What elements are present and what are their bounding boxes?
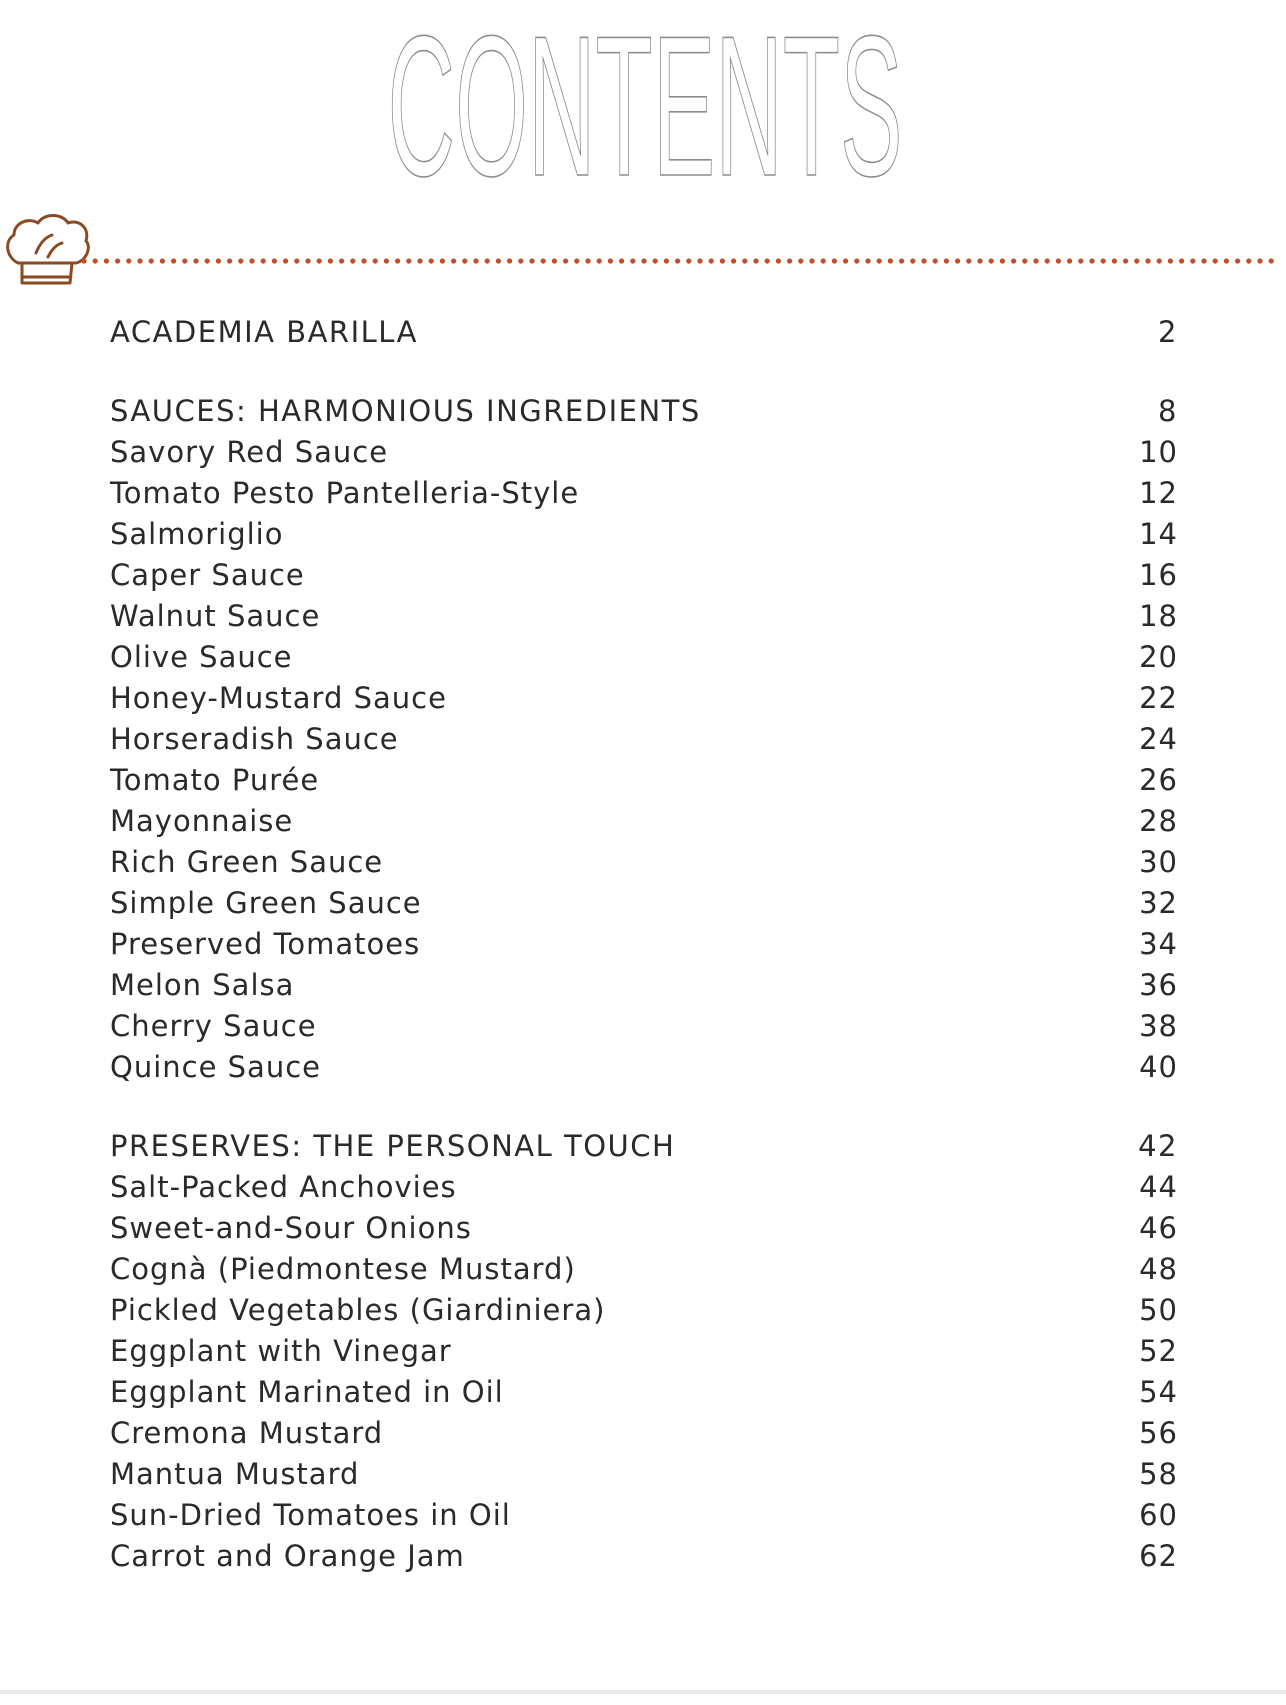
dot xyxy=(541,258,546,263)
entry-title: Eggplant with Vinegar xyxy=(110,1334,452,1368)
table-of-contents xyxy=(110,312,1178,1615)
entry-page: 24 xyxy=(1139,722,1178,756)
dot xyxy=(406,258,411,263)
dot xyxy=(720,258,725,263)
toc-entry[interactable] xyxy=(110,1536,1178,1577)
entry-title: Carrot and Orange Jam xyxy=(110,1539,465,1573)
entry-title: Savory Red Sauce xyxy=(110,435,389,469)
entry-page: 48 xyxy=(1139,1252,1178,1286)
entry-page: 62 xyxy=(1139,1539,1178,1573)
toc-entry[interactable] xyxy=(110,1167,1178,1208)
dot xyxy=(1201,258,1206,263)
dot xyxy=(339,258,344,263)
dot xyxy=(104,258,109,263)
dot xyxy=(731,258,736,263)
dot xyxy=(440,258,445,263)
toc-entry[interactable] xyxy=(110,1006,1178,1047)
dot xyxy=(608,258,613,263)
dot xyxy=(865,258,870,263)
dot xyxy=(787,258,792,263)
toc-entry[interactable] xyxy=(110,1331,1178,1372)
dot xyxy=(1134,258,1139,263)
entry-title: Mayonnaise xyxy=(110,804,294,838)
dot xyxy=(1078,258,1083,263)
dot xyxy=(1190,258,1195,263)
entry-page: 46 xyxy=(1139,1211,1178,1245)
entry-page: 16 xyxy=(1139,558,1178,592)
toc-entry[interactable] xyxy=(110,719,1178,760)
dot xyxy=(294,258,299,263)
dot xyxy=(765,258,770,263)
dot xyxy=(182,258,187,263)
entry-title: Eggplant Marinated in Oil xyxy=(110,1375,504,1409)
dot xyxy=(485,258,490,263)
entry-title: Caper Sauce xyxy=(110,558,305,592)
entry-page: 44 xyxy=(1139,1170,1178,1204)
dot xyxy=(910,258,915,263)
toc-entry[interactable] xyxy=(110,801,1178,842)
toc-entry[interactable] xyxy=(110,883,1178,924)
entry-title: Preserved Tomatoes xyxy=(110,927,421,961)
dot xyxy=(877,258,882,263)
dot xyxy=(630,258,635,263)
entry-title: Cognà (Piedmontese Mustard) xyxy=(110,1252,576,1286)
dot xyxy=(1213,258,1218,263)
toc-entry[interactable] xyxy=(110,924,1178,965)
dot xyxy=(574,258,579,263)
dot xyxy=(697,258,702,263)
dot xyxy=(798,258,803,263)
dot xyxy=(1101,258,1106,263)
toc-entry[interactable] xyxy=(110,1413,1178,1454)
dot xyxy=(249,258,254,263)
dot xyxy=(1123,258,1128,263)
toc-entry[interactable] xyxy=(110,1454,1178,1495)
toc-entry[interactable] xyxy=(110,637,1178,678)
dot xyxy=(753,258,758,263)
dot xyxy=(272,258,277,263)
toc-entry[interactable] xyxy=(110,1290,1178,1331)
dot xyxy=(843,258,848,263)
dot xyxy=(417,258,422,263)
dot xyxy=(1157,258,1162,263)
entry-page: 8 xyxy=(1158,394,1178,428)
dot xyxy=(261,258,266,263)
entry-title: SAUCES: HARMONIOUS INGREDIENTS xyxy=(110,394,701,428)
dot xyxy=(686,258,691,263)
dot xyxy=(395,258,400,263)
toc-entry[interactable] xyxy=(110,1249,1178,1290)
entry-page: 26 xyxy=(1139,763,1178,797)
entry-page: 32 xyxy=(1139,886,1178,920)
chef-hat-divider xyxy=(0,205,1286,295)
entry-title: Sweet-and-Sour Onions xyxy=(110,1211,472,1245)
toc-section-heading[interactable] xyxy=(110,391,1178,432)
page-edge-rule xyxy=(0,1690,1286,1694)
dot xyxy=(462,258,467,263)
dot xyxy=(1045,258,1050,263)
entry-page: 52 xyxy=(1139,1334,1178,1368)
toc-section xyxy=(110,1126,1178,1577)
dot xyxy=(809,258,814,263)
entry-title: Melon Salsa xyxy=(110,968,295,1002)
entry-page: 36 xyxy=(1139,968,1178,1002)
toc-entry[interactable] xyxy=(110,1495,1178,1536)
dot xyxy=(328,258,333,263)
dot xyxy=(641,258,646,263)
dot xyxy=(619,258,624,263)
entry-page: 2 xyxy=(1158,315,1178,349)
entry-title: PRESERVES: THE PERSONAL TOUCH xyxy=(110,1129,676,1163)
dot xyxy=(552,258,557,263)
entry-title: ACADEMIA BARILLA xyxy=(110,315,418,349)
dot xyxy=(1000,258,1005,263)
entry-page: 42 xyxy=(1138,1129,1178,1163)
entry-page: 56 xyxy=(1139,1416,1178,1450)
toc-entry[interactable] xyxy=(110,842,1178,883)
dot xyxy=(597,258,602,263)
dot xyxy=(227,258,232,263)
dot xyxy=(653,258,658,263)
entry-title: Cherry Sauce xyxy=(110,1009,317,1043)
dotted-rule xyxy=(81,258,1273,263)
dot xyxy=(899,258,904,263)
dot xyxy=(1235,258,1240,263)
entry-page: 10 xyxy=(1139,435,1178,469)
entry-title: Salmoriglio xyxy=(110,517,284,551)
dot xyxy=(350,258,355,263)
dot xyxy=(1246,258,1251,263)
dot xyxy=(496,258,501,263)
entry-title: Walnut Sauce xyxy=(110,599,321,633)
entry-title: Cremona Mustard xyxy=(110,1416,384,1450)
dot xyxy=(193,258,198,263)
dot xyxy=(1033,258,1038,263)
dot xyxy=(675,258,680,263)
dot xyxy=(238,258,243,263)
entry-page: 60 xyxy=(1139,1498,1178,1532)
dot xyxy=(149,258,154,263)
toc-section xyxy=(110,312,1178,353)
toc-entry[interactable] xyxy=(110,473,1178,514)
dot xyxy=(563,258,568,263)
chef-hat-icon xyxy=(8,216,89,284)
entry-page: 34 xyxy=(1139,927,1178,961)
entry-title: Olive Sauce xyxy=(110,640,293,674)
dot xyxy=(305,258,310,263)
dot xyxy=(451,258,456,263)
dot xyxy=(115,258,120,263)
entry-page: 22 xyxy=(1139,681,1178,715)
dot xyxy=(832,258,837,263)
dot xyxy=(1056,258,1061,263)
dot xyxy=(361,258,366,263)
dot xyxy=(977,258,982,263)
dot xyxy=(171,258,176,263)
dot xyxy=(529,258,534,263)
toc-entry[interactable] xyxy=(110,965,1178,1006)
dot xyxy=(160,258,165,263)
toc-entry[interactable] xyxy=(110,555,1178,596)
entry-page: 30 xyxy=(1139,845,1178,879)
entry-title: Quince Sauce xyxy=(110,1050,321,1084)
dot xyxy=(1257,258,1262,263)
dot xyxy=(1224,258,1229,263)
toc-entry[interactable] xyxy=(110,1372,1178,1413)
toc-entry[interactable] xyxy=(110,596,1178,637)
entry-title: Simple Green Sauce xyxy=(110,886,422,920)
entry-title: Sun-Dried Tomatoes in Oil xyxy=(110,1498,511,1532)
dot xyxy=(1022,258,1027,263)
dot xyxy=(283,258,288,263)
dot xyxy=(742,258,747,263)
dot xyxy=(821,258,826,263)
toc-entry[interactable] xyxy=(110,1047,1178,1088)
dot xyxy=(1089,258,1094,263)
dot xyxy=(989,258,994,263)
dot xyxy=(854,258,859,263)
dot xyxy=(1269,258,1274,263)
entry-page: 58 xyxy=(1139,1457,1178,1491)
dot xyxy=(384,258,389,263)
entry-page: 18 xyxy=(1139,599,1178,633)
dot xyxy=(1145,258,1150,263)
dot xyxy=(966,258,971,263)
toc-entry[interactable] xyxy=(110,760,1178,801)
entry-title: Salt-Packed Anchovies xyxy=(110,1170,457,1204)
entry-page: 20 xyxy=(1139,640,1178,674)
dot xyxy=(921,258,926,263)
dot xyxy=(888,258,893,263)
toc-entry[interactable] xyxy=(110,514,1178,555)
toc-entry[interactable] xyxy=(110,432,1178,473)
entry-title: Mantua Mustard xyxy=(110,1457,360,1491)
entry-title: Rich Green Sauce xyxy=(110,845,384,879)
toc-section-heading[interactable] xyxy=(110,1126,1178,1167)
dot xyxy=(373,258,378,263)
entry-title: Horseradish Sauce xyxy=(110,722,399,756)
entry-page: 28 xyxy=(1139,804,1178,838)
dot xyxy=(473,258,478,263)
entry-title: Pickled Vegetables (Giardiniera) xyxy=(110,1293,606,1327)
dot xyxy=(93,258,98,263)
dot xyxy=(585,258,590,263)
entry-title: Tomato Pesto Pantelleria-Style xyxy=(110,476,580,510)
dot xyxy=(137,258,142,263)
entry-title: Tomato Purée xyxy=(110,763,320,797)
dot xyxy=(944,258,949,263)
dot xyxy=(1011,258,1016,263)
dot xyxy=(81,258,86,263)
dot xyxy=(933,258,938,263)
entry-page: 38 xyxy=(1139,1009,1178,1043)
dot xyxy=(1179,258,1184,263)
toc-section xyxy=(110,391,1178,1088)
toc-entry[interactable] xyxy=(110,678,1178,719)
dot xyxy=(709,258,714,263)
dot xyxy=(1112,258,1117,263)
entry-page: 12 xyxy=(1139,476,1178,510)
dot xyxy=(664,258,669,263)
dot xyxy=(429,258,434,263)
dot xyxy=(507,258,512,263)
page-title-text: CONTENTS xyxy=(387,0,903,200)
entry-title: Honey-Mustard Sauce xyxy=(110,681,447,715)
dot xyxy=(1168,258,1173,263)
dot xyxy=(518,258,523,263)
entry-page: 14 xyxy=(1139,517,1178,551)
dot xyxy=(205,258,210,263)
dot xyxy=(216,258,221,263)
dot xyxy=(776,258,781,263)
dot xyxy=(1067,258,1072,263)
toc-section-heading[interactable] xyxy=(110,312,1178,353)
dot xyxy=(317,258,322,263)
page-title xyxy=(0,0,1286,200)
dot xyxy=(955,258,960,263)
dot xyxy=(126,258,131,263)
entry-page: 50 xyxy=(1139,1293,1178,1327)
toc-entry[interactable] xyxy=(110,1208,1178,1249)
entry-page: 40 xyxy=(1139,1050,1178,1084)
entry-page: 54 xyxy=(1139,1375,1178,1409)
